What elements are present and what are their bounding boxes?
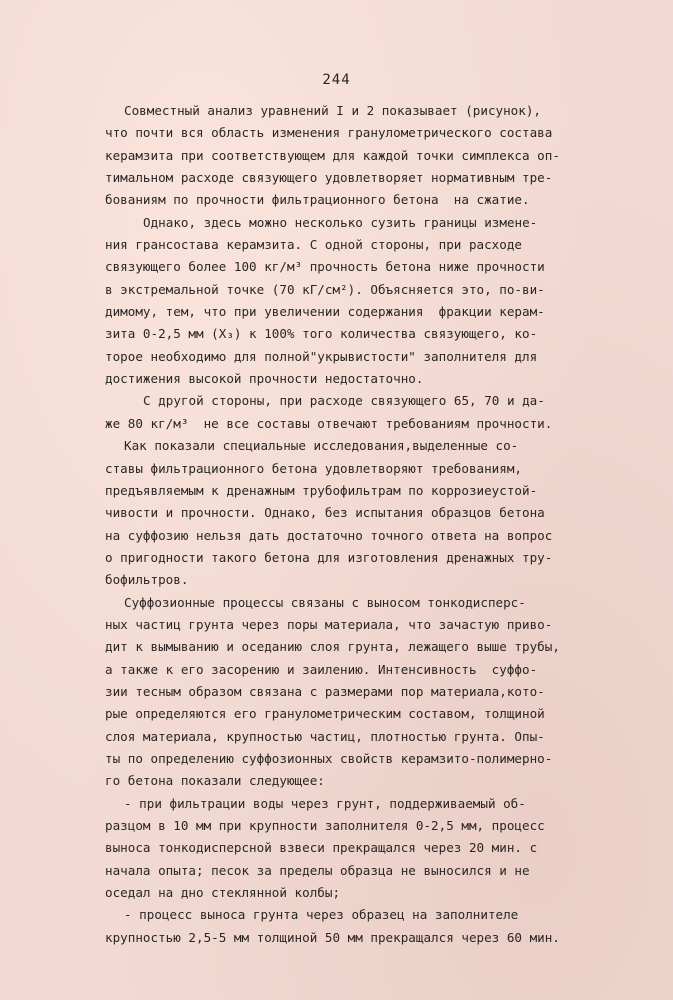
- text-line: зита 0-2,5 мм (X₃) к 100% того количества связующего, ко-: [105, 326, 538, 342]
- text-line: связующего более 100 кг/м³ прочность бетона ниже прочности: [105, 259, 545, 275]
- text-line: чивости и прочности. Однако, без испытания образцов бетона: [105, 505, 545, 521]
- text-line: о пригодности такого бетона для изготовления дренажных тру-: [105, 549, 553, 565]
- text-line: ния грансостава керамзита. С одной стороны, при расходе: [105, 237, 523, 253]
- text-line: - процесс выноса грунта через образец на заполнителе: [124, 907, 519, 923]
- text-line: димому, тем, что при увеличении содержания фракции керам-: [105, 304, 545, 320]
- text-line: а также к его засорению и заилению. Интенсивность суффо-: [105, 661, 538, 677]
- text-line: бофильтров.: [105, 572, 189, 588]
- text-line: выноса тонкодисперсной взвеси прекращался через 20 мин. с: [105, 840, 538, 856]
- text-line: же 80 кг/м³ не все составы отвечают требованиям прочности.: [105, 415, 553, 431]
- text-line: Как показали специальные исследования,выделенные со-: [124, 438, 519, 454]
- text-line: слоя материала, крупностью частиц, плотностью грунта. Опы-: [105, 728, 545, 744]
- text-line: ставы фильтрационного бетона удовлетворяют требованиям,: [105, 460, 523, 476]
- text-line: крупностью 2,5-5 мм толщиной 50 мм прекращался через 60 мин.: [105, 929, 560, 945]
- text-line: оседал на дно стеклянной колбы;: [105, 885, 341, 901]
- text-line: - при фильтрации воды через грунт, поддерживаемый об-: [124, 795, 526, 811]
- page-number: 244: [322, 72, 351, 88]
- text-line: керамзита при соответствующем для каждой точки симплекса оп-: [105, 147, 560, 163]
- text-line: начала опыта; песок за пределы образца не выносился и не: [105, 862, 530, 878]
- text-line: зии тесным образом связана с размерами пор материала,кото-: [105, 683, 545, 699]
- text-line: предъявляемым к дренажным трубофильтрам по коррозиеустой-: [105, 482, 538, 498]
- text-line: разцом в 10 мм при крупности заполнителя 0-2,5 мм, процесс: [105, 818, 545, 833]
- text-line: бованиям по прочности фильтрационного бетона на сжатие.: [105, 192, 530, 208]
- text-line: рые определяются его гранулометрическим составом, толщиной: [105, 706, 545, 722]
- text-line: торое необходимо для полной"укрывистости" заполнителя для: [105, 348, 538, 364]
- text-line: что почти вся область изменения гранулометрического состава: [105, 125, 553, 141]
- body-text: [105, 100, 605, 949]
- text-line: ных частиц грунта через поры материала, что зачастую приво-: [105, 616, 553, 632]
- text-line: на суффозию нельзя дать достаточно точного ответа на вопрос: [105, 527, 553, 543]
- text-line: Совместный анализ уравнений I и 2 показывает (рисунок),: [124, 103, 542, 118]
- text-line: в экстремальной точке (70 кГ/см²). Объясняется это, по-ви-: [105, 281, 545, 297]
- text-line: дит к вымыванию и оседанию слоя грунта, лежащего выше трубы,: [105, 639, 560, 655]
- text-line: достижения высокой прочности недостаточно.: [105, 371, 424, 387]
- text-line: го бетона показали следующее:: [105, 773, 325, 789]
- text-line: Однако, здесь можно несколько сузить границы измене-: [143, 214, 538, 230]
- text-line: С другой стороны, при расходе связующего 65, 70 и да-: [143, 393, 545, 409]
- text-line: ты по определению суффозионных свойств керамзито-полимерно-: [105, 750, 553, 766]
- text-line: Суффозионные процессы связаны с выносом тонкодисперс-: [124, 594, 526, 610]
- text-line: тимальном расходе связующего удовлетворяет нормативным тре-: [105, 170, 553, 186]
